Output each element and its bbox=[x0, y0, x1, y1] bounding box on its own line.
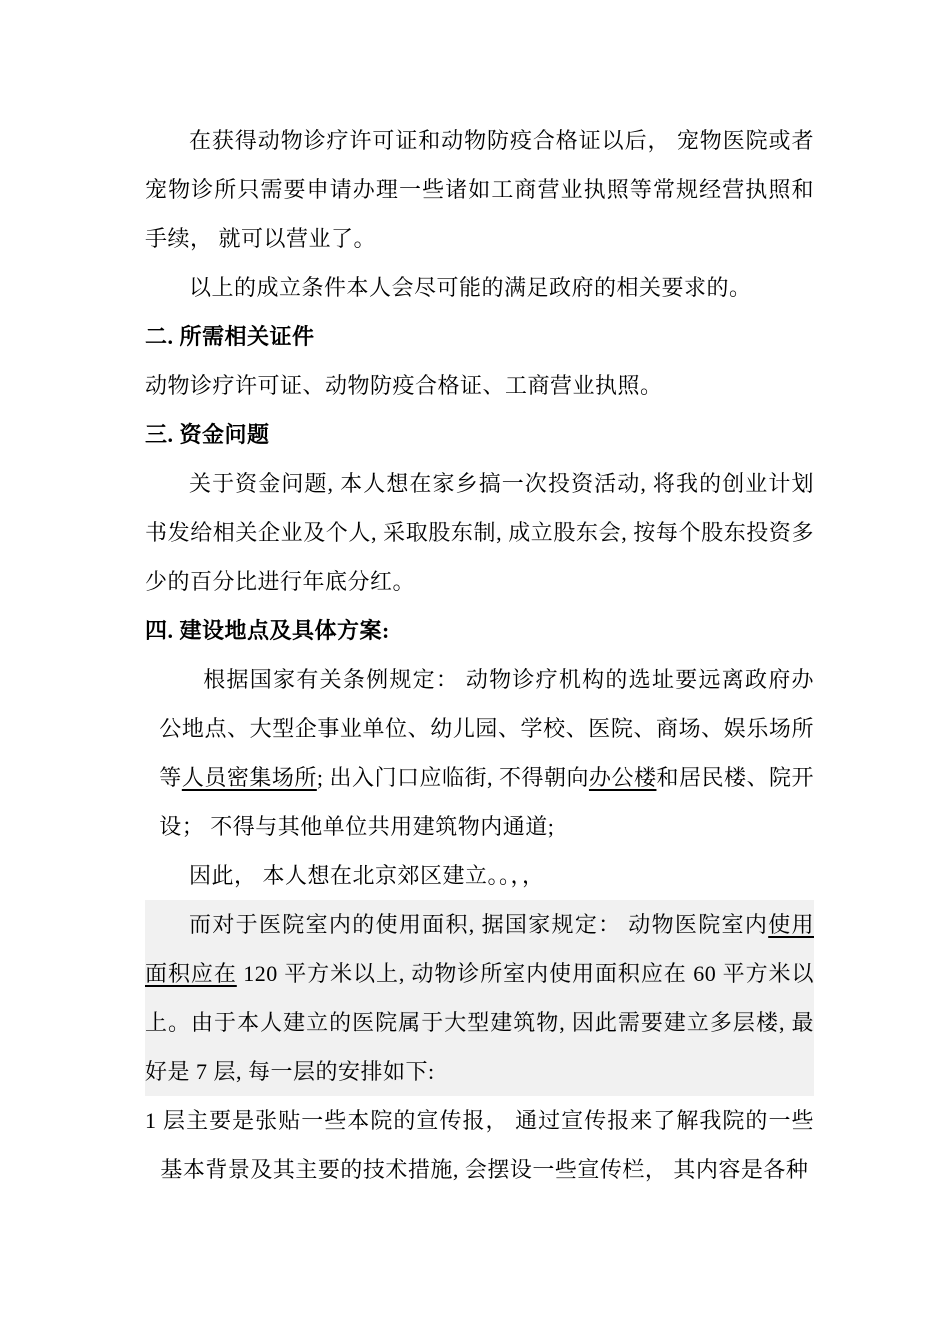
underlined-text-run: 使用面积应在 bbox=[145, 912, 814, 986]
text-run: 120 平方米以上, 动物诊所室内使用面积应在 60 平方米以上。由于本人建立的医院属于大型建筑物, 因此需要建立多层楼, 最好是 7 层, 每一层的安排如下: bbox=[145, 961, 814, 1084]
underlined-text-run: 人员密集场所 bbox=[181, 765, 317, 790]
text-run: 因此， 本人想在北京郊区建立。。，， bbox=[189, 863, 545, 888]
text-run: 动物诊疗许可证、动物防疫合格证、工商营业执照。 bbox=[145, 373, 663, 398]
section-heading bbox=[145, 410, 814, 459]
text-run: 和居民楼、院开设； 不得与其他单位共用建筑物内通道; bbox=[159, 765, 814, 839]
underlined-text-run: 办公楼 bbox=[588, 765, 657, 790]
section-heading bbox=[145, 312, 814, 361]
text-run: 以上的成立条件本人会尽可能的满足政府的相关要求的。 bbox=[189, 275, 752, 300]
document-content bbox=[145, 116, 814, 1194]
paragraph bbox=[145, 900, 814, 1096]
text-run: 四. 建设地点及具体方案: bbox=[145, 618, 390, 643]
paragraph bbox=[145, 851, 814, 900]
section-heading bbox=[145, 606, 814, 655]
text-run: 1 层主要是张贴一些本院的宣传报， 通过宣传报来了解我院的一些基本背景及其主要的技术措施, 会摆设一些宣传栏， 其内容是各种 bbox=[145, 1108, 814, 1182]
text-run: ; 出入门口应临街, 不得朝向 bbox=[316, 765, 589, 790]
text-run: 二. 所需相关证件 bbox=[145, 324, 315, 349]
text-run: 在获得动物诊疗许可证和动物防疫合格证以后， 宠物医院或者宠物诊所只需要申请办理一些诸如工商营业执照等常规经营执照和手续， 就可以营业了。 bbox=[145, 128, 814, 251]
paragraph bbox=[145, 263, 814, 312]
text-run: 根据国家有关条例规定： 动物诊疗机构的选址要远离政府办公地点、大型企事业单位、幼儿园、学校、医院、商场、娱乐场所等 bbox=[159, 667, 814, 790]
paragraph bbox=[145, 116, 814, 263]
text-run: 而对于医院室内的使用面积, 据国家规定： 动物医院室内 bbox=[189, 912, 769, 937]
paragraph bbox=[145, 459, 814, 606]
paragraph bbox=[145, 361, 814, 410]
paragraph bbox=[159, 655, 814, 851]
paragraph bbox=[145, 1096, 814, 1194]
text-run: 三. 资金问题 bbox=[145, 422, 270, 447]
text-run: 关于资金问题, 本人想在家乡搞一次投资活动, 将我的创业计划书发给相关企业及个人, 采取股东制, 成立股东会, 按每个股东投资多少的百分比进行年底分红。 bbox=[145, 471, 814, 594]
